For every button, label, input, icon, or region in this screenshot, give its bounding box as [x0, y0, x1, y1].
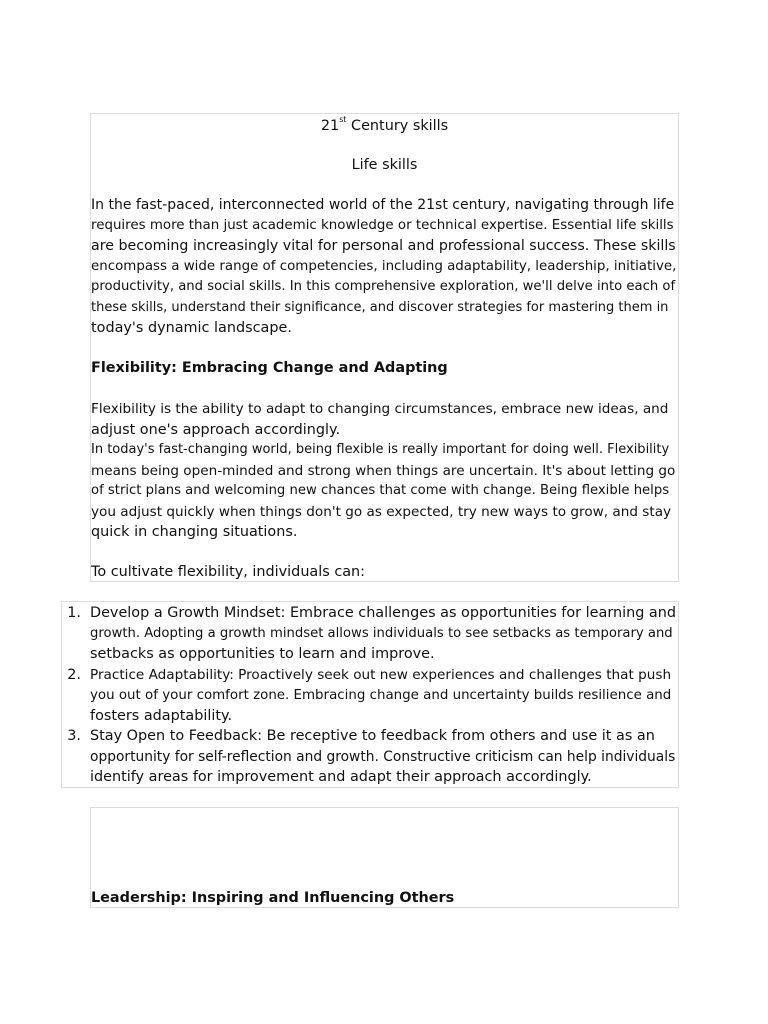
- list-item-line: Practice Adaptability: Proactively seek out new experiences and challenges that push: [90, 667, 672, 683]
- flexibility-strategies-list: [61, 601, 679, 788]
- list-item-line: you out of your comfort zone. Embracing change and uncertainty builds resilience and: [90, 687, 672, 703]
- flexibility-line: of strict plans and welcoming new chances that come with change. Being flexible helps: [91, 483, 670, 498]
- flexibility-line: quick in changing situations.: [91, 524, 298, 540]
- list-item-number: 3.: [67, 728, 81, 744]
- title-rest: Century skills: [346, 118, 449, 134]
- intro-line: encompass a wide range of competencies, including adaptability, leadership, initiative,: [91, 258, 677, 274]
- flexibility-line: In today's fast-changing world, being flexible is really important for doing well. Flexibility: [91, 442, 670, 457]
- flexibility-line: you adjust quickly when things don't go as expected, try new ways to grow, and stay: [91, 503, 672, 520]
- intro-line: requires more than just academic knowledge or technical expertise. Essential life skills: [91, 217, 674, 233]
- list-item-line: identify areas for improvement and adapt their approach accordingly.: [90, 769, 592, 785]
- title-number: 21: [320, 118, 340, 134]
- list-item: [62, 602, 678, 664]
- document-title: [91, 116, 678, 136]
- intro-section: [90, 113, 679, 582]
- title-superscript: st: [339, 115, 347, 125]
- cultivate-intro: To cultivate flexibility, individuals can:: [91, 564, 366, 580]
- list-item-line: setbacks as opportunities to learn and improve.: [90, 646, 435, 662]
- flexibility-line: means being open-minded and strong when things are uncertain. It's about letting go: [91, 462, 676, 479]
- list-item-number: 1.: [67, 605, 81, 621]
- list-item-line: opportunity for self-reflection and growth. Constructive criticism can help individuals: [90, 748, 676, 765]
- list-item-line: Stay Open to Feedback: Be receptive to feedback from others and use it as an: [90, 728, 655, 744]
- flexibility-line: adjust one's approach accordingly.: [91, 421, 341, 438]
- list-item-number: 2.: [67, 667, 81, 683]
- intro-line: In the fast-paced, interconnected world of the 21st century, navigating through life: [91, 197, 675, 213]
- list-item-line: growth. Adopting a growth mindset allows individuals to see setbacks as temporary and: [90, 625, 673, 641]
- list-item: [62, 664, 678, 726]
- list-item: [62, 725, 678, 787]
- list-item-line: fosters adaptability.: [90, 708, 233, 724]
- leadership-section: [90, 807, 679, 908]
- intro-line: today's dynamic landscape.: [91, 320, 292, 336]
- flexibility-heading: Flexibility: Embracing Change and Adapting: [91, 360, 448, 376]
- intro-line: are becoming increasingly vital for personal and professional success. These skills: [91, 238, 676, 254]
- intro-line: productivity, and social skills. In this comprehensive exploration, we'll delve into each of: [91, 279, 676, 294]
- leadership-heading: Leadership: Inspiring and Influencing Others: [91, 890, 455, 906]
- intro-line: these skills, understand their significance, and discover strategies for mastering them in: [91, 299, 669, 315]
- document-subtitle: Life skills: [351, 157, 418, 173]
- list-item-line: Develop a Growth Mindset: Embrace challenges as opportunities for learning and: [90, 605, 677, 621]
- flexibility-line: Flexibility is the ability to adapt to changing circumstances, embrace new ideas, and: [91, 401, 669, 417]
